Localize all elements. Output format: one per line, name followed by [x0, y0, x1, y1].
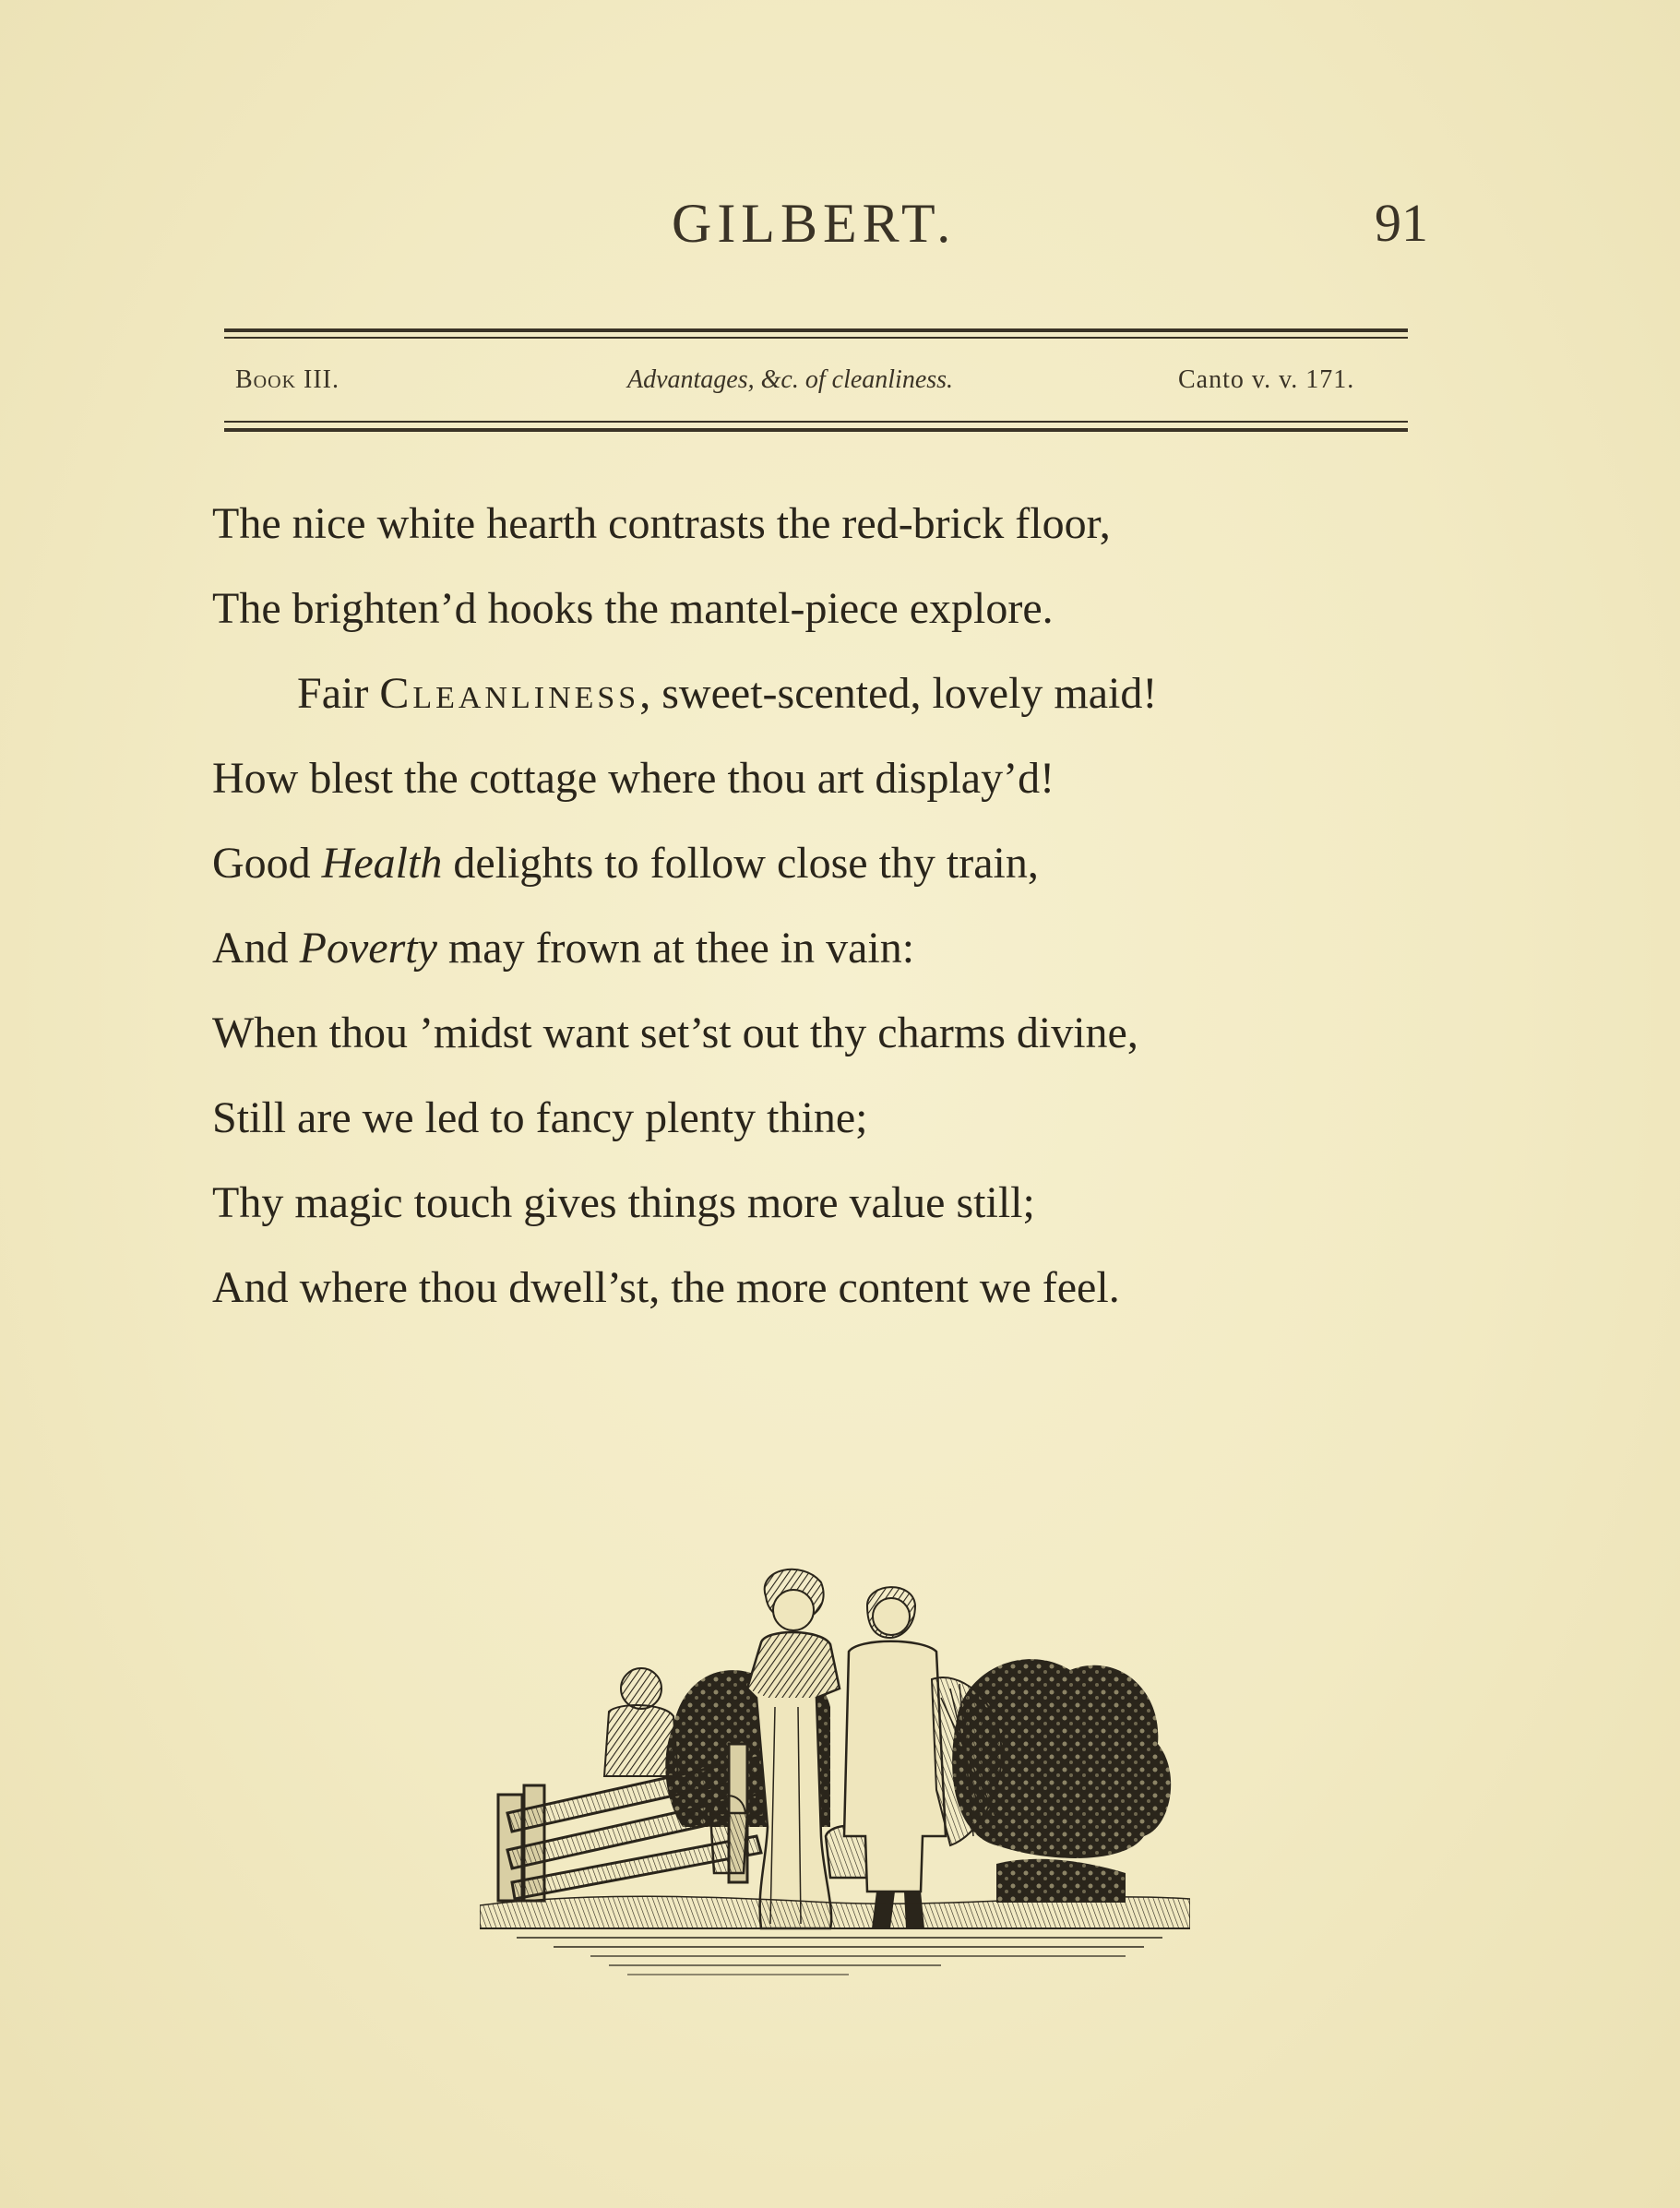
line3-cleanliness: Cleanliness [379, 669, 640, 718]
line5-part-a: Good [212, 839, 322, 888]
poem-line-2: The brighten’d hooks the mantel-piece explore. [212, 584, 1054, 633]
line3-part-c: , sweet-scented, lovely maid! [639, 669, 1158, 718]
running-title: GILBERT. [672, 193, 957, 254]
poem-line-10: And where thou dwell’st, the more content we feel. [212, 1263, 1120, 1312]
poem-line-5 [212, 838, 1039, 889]
poem-line-1: The nice white hearth contrasts the red-brick floor, [212, 499, 1111, 548]
line5-health: Health [321, 839, 443, 888]
poem-line-7: When thou ’midst want set’st out thy charms divine, [212, 1009, 1138, 1057]
line6-part-c: may frown at thee in vain: [436, 924, 915, 973]
man-figure [844, 1587, 1002, 1928]
poem-line-3 [297, 668, 1157, 719]
bottom-rule-thick [224, 428, 1408, 432]
page-number: 91 [1375, 193, 1428, 253]
top-rule-thick [224, 328, 1408, 332]
running-head [0, 192, 1680, 257]
book-label [235, 365, 340, 402]
line6-part-a: And [212, 924, 300, 973]
line3-part-a: Fair [297, 669, 380, 718]
poem-line-9: Thy magic touch gives things more value still; [212, 1178, 1035, 1227]
seated-figure [604, 1668, 678, 1776]
poem-line-6 [212, 923, 914, 973]
canto-label: Canto v. v. 171. [1178, 365, 1355, 394]
poem-line-4: How blest the cottage where thou art display’d! [212, 754, 1055, 803]
topic-part-b: &c. [754, 365, 805, 394]
bottom-rule-thin [224, 421, 1408, 423]
topic-part-c: of cleanliness. [804, 365, 954, 394]
line5-part-c: delights to follow close thy train, [442, 839, 1039, 888]
poem-line-8: Still are we led to fancy plenty thine; [212, 1093, 868, 1142]
engraved-vignette-illustration [480, 1559, 1190, 1984]
line6-poverty: Poverty [299, 924, 437, 973]
top-rule-thin [224, 337, 1408, 339]
topic-label [627, 365, 953, 402]
topic-part-a: Advantages, [627, 365, 755, 394]
book-numeral: III. [296, 365, 340, 394]
book-prefix: Book [235, 365, 297, 394]
